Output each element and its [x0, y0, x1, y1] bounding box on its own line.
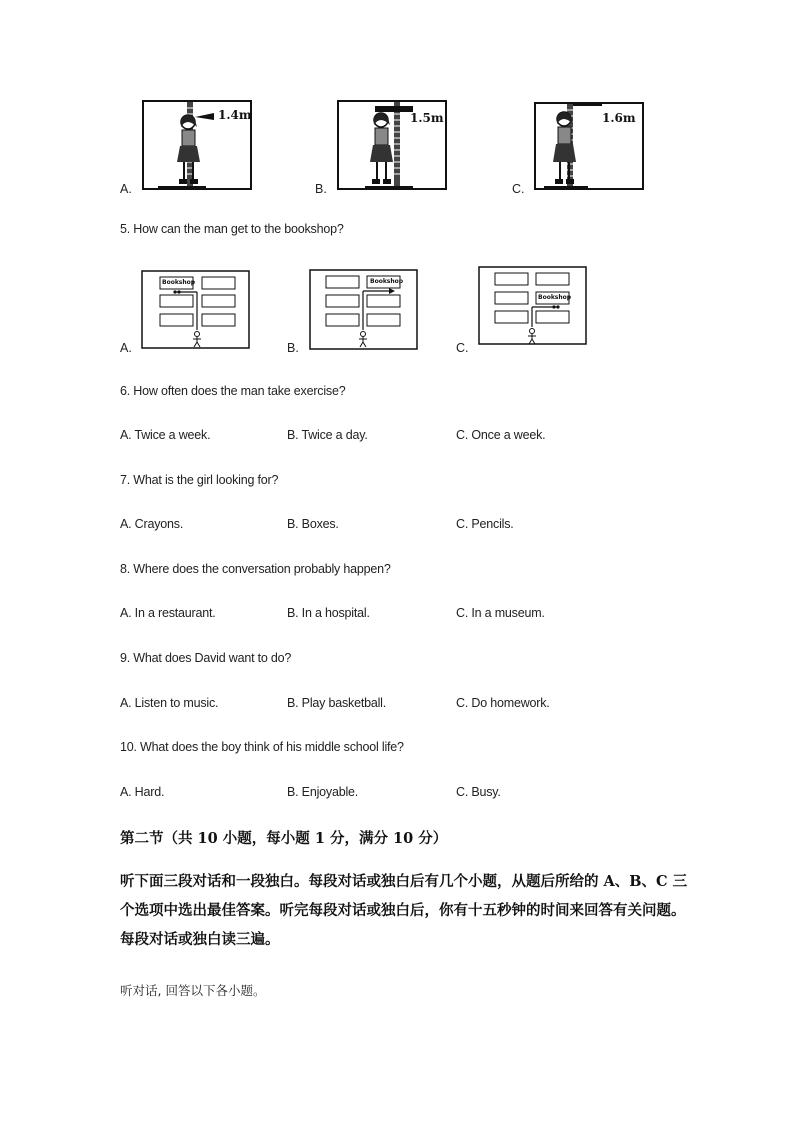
option-label: B.	[315, 182, 327, 196]
option-label: A.	[120, 341, 132, 355]
option-c[interactable]: C. Pencils.	[456, 517, 514, 531]
question-8: 8. Where does the conversation probably happen?	[120, 562, 391, 576]
option-b[interactable]: B. Play basketball.	[287, 696, 387, 710]
bookshop-map	[141, 270, 251, 350]
option-b[interactable]: B. Boxes.	[287, 517, 339, 531]
option-c[interactable]: C. Do homework.	[456, 696, 550, 710]
height-label: 1.6m	[602, 111, 636, 125]
question-5: 5. How can the man get to the bookshop?	[120, 222, 344, 236]
question-10: 10. What does the boy think of his middle school life?	[120, 740, 404, 754]
option-a[interactable]: A. In a restaurant.	[120, 606, 216, 620]
option-c[interactable]: C. In a museum.	[456, 606, 545, 620]
option-b[interactable]: B. In a hospital.	[287, 606, 370, 620]
height-label: 1.5m	[410, 111, 444, 125]
bookshop-sign: Bookshop	[370, 278, 404, 285]
option-label: C.	[456, 341, 469, 355]
option-label: B.	[287, 341, 299, 355]
option-a[interactable]: A. Listen to music.	[120, 696, 219, 710]
question-7: 7. What is the girl looking for?	[120, 473, 279, 487]
option-c[interactable]: C. Busy.	[456, 785, 501, 799]
question-6: 6. How often does the man take exercise?	[120, 384, 346, 398]
height-label: 1.4m	[218, 108, 252, 122]
option-b[interactable]: B. Twice a day.	[287, 428, 368, 442]
bookshop-map	[478, 266, 588, 346]
option-a[interactable]: A. Twice a week.	[120, 428, 211, 442]
bookshop-sign: Bookshop	[162, 279, 196, 286]
option-label: C.	[512, 182, 525, 196]
listening-note: 听对话, 回答以下各小题。	[120, 983, 266, 998]
question-9: 9. What does David want to do?	[120, 651, 292, 665]
section-title: 第二节（共 10 小题，每小题 1 分，满分 10 分）	[120, 830, 448, 847]
option-c[interactable]: C. Once a week.	[456, 428, 546, 442]
section-instruction: 听下面三段对话和一段独白。每段对话或独白后有几个小题，从题后所给的 A、B、C 三个选项中选出最佳答案。听完每段对话或独白后，你有十五秒钟的时间来回答有关问题。每段对话或独白读三遍。	[120, 873, 688, 948]
bookshop-sign: Bookshop	[538, 294, 572, 301]
option-b[interactable]: B. Enjoyable.	[287, 785, 359, 799]
option-a[interactable]: A. Crayons.	[120, 517, 184, 531]
option-a[interactable]: A. Hard.	[120, 785, 165, 799]
option-label: A.	[120, 182, 132, 196]
